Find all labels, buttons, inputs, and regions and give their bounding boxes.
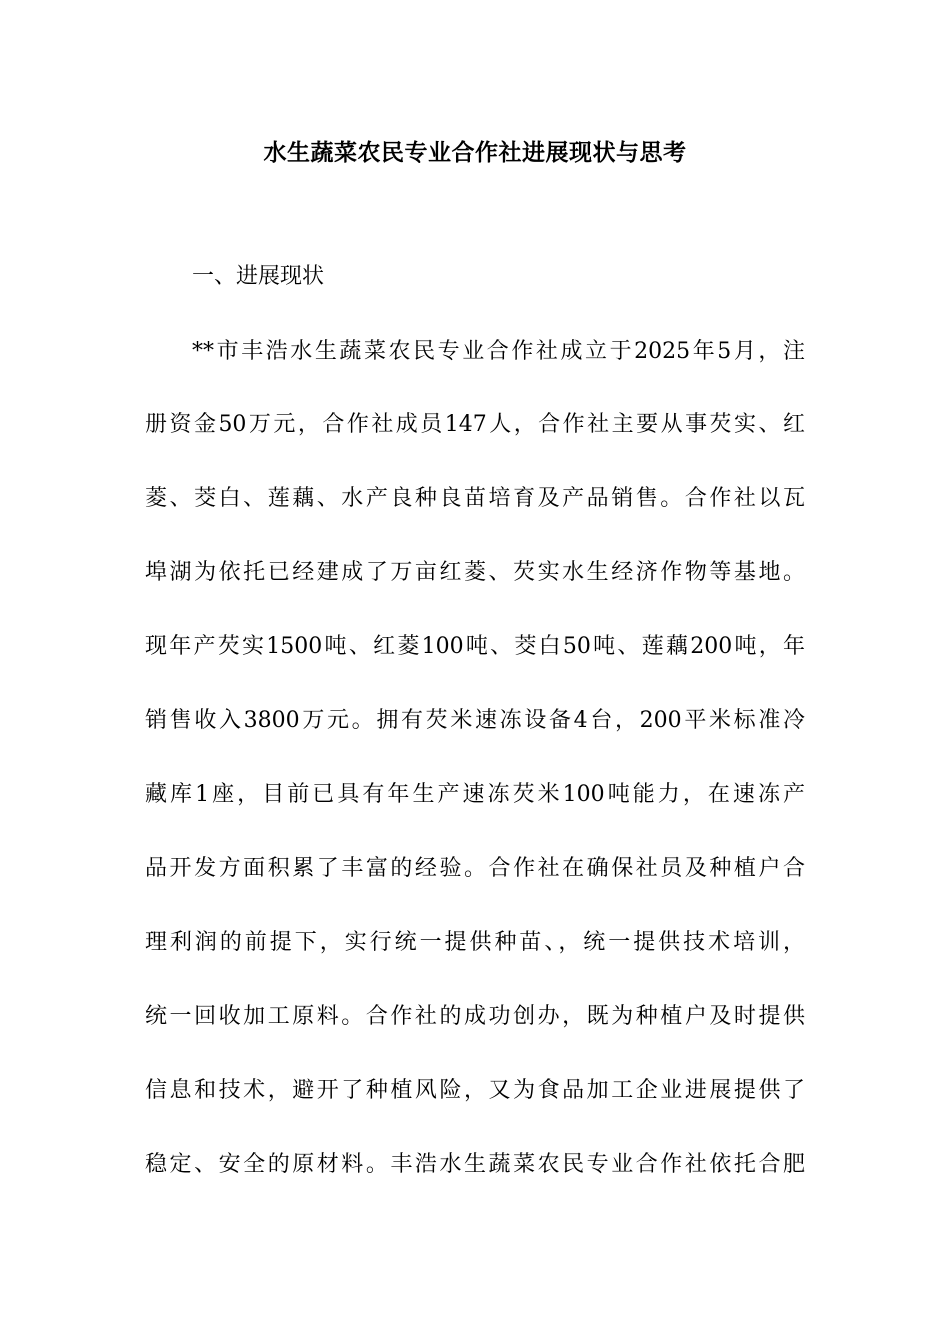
paragraph-line: **市丰浩水生蔬菜农民专业合作社成立于2025年5月，注: [192, 339, 805, 364]
paragraph-line: 菱、茭白、莲藕、水产良种良苗培育及产品销售。合作社以瓦: [145, 486, 805, 511]
paragraph-line: 销售收入3800万元。拥有芡米速冻设备4台，200平米标准冷: [145, 708, 805, 733]
paragraph-line: 埠湖为依托已经建成了万亩红菱、芡实水生经济作物等基地。: [145, 560, 805, 585]
paragraph-line: 册资金50万元，合作社成员147人，合作社主要从事芡实、红: [145, 412, 805, 437]
document-title: 水生蔬菜农民专业合作社进展现状与思考: [263, 139, 687, 166]
section-heading: 一、进展现状: [192, 264, 325, 289]
paragraph-line: 信息和技术，避开了种植风险，又为食品加工企业进展提供了: [145, 1078, 805, 1103]
paragraph-line: 品开发方面积累了丰富的经验。合作社在确保社员及种植户合: [145, 856, 805, 881]
paragraph-line: 统一回收加工原料。合作社的成功创办，既为种植户及时提供: [145, 1004, 805, 1029]
paragraph-line: 藏库1座，目前已具有年生产速冻芡米100吨能力，在速冻产: [145, 782, 805, 807]
paragraph-line: 现年产芡实1500吨、红菱100吨、茭白50吨、莲藕200吨，年: [145, 634, 805, 659]
paragraph-line: 理利润的前提下，实行统一提供种苗、，统一提供技术培训，: [145, 930, 805, 955]
paragraph-line: 稳定、安全的原材料。丰浩水生蔬菜农民专业合作社依托合肥: [145, 1152, 805, 1177]
